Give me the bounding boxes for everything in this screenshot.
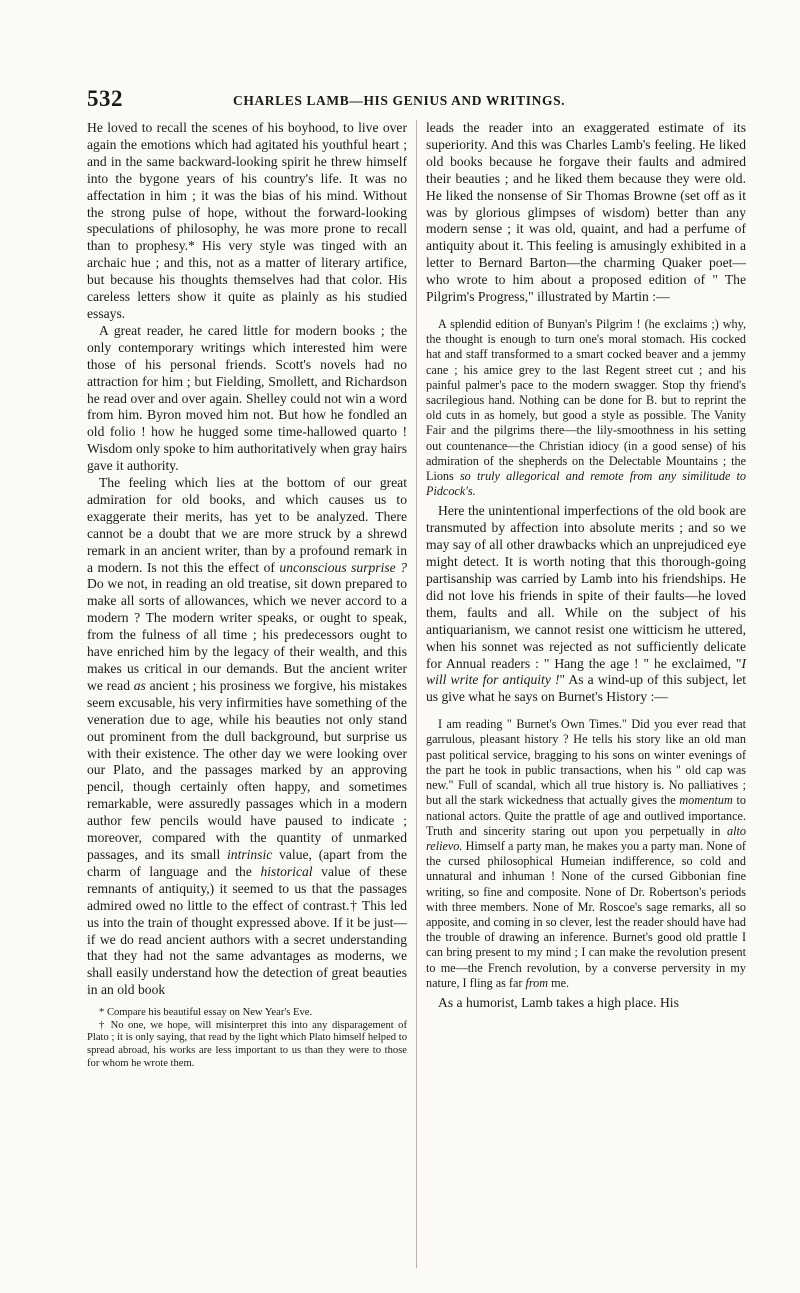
- italic-run: from: [525, 975, 549, 990]
- italic-run: as: [133, 677, 146, 693]
- text-run: value of these remnants of antiquity,) it seemed to us that the passages admired owed no little to the effect of contrast.† This led us into the train of thought expressed above. If it be just—if we do read ancient authors with a secret understanding that they had not the same advantages as moderns, we shall easily understand how the detection of great beauties in an old book: [87, 863, 407, 998]
- text-run: I am reading " Burnet's Own Times." Did you ever read that garrulous, pleasant history ? He tells his story like an old man past political service, bragging to his sons on winter evenings of the part he took in public transactions, when his " old cap was new." Full of scandal, which all true history is. No palliatives ; but all the stark wickedness that actually gives the: [426, 717, 746, 808]
- paragraph-exaggerated-estimate: leads the reader into an exaggerated estimate of its superiority. And this was Charles Lamb's feeling. He liked old books because he forgave their faults and admired their beauties ; and he liked them because they were old. He liked the nonsense of Sir Thomas Browne (set off as it was by glorious glimpses of wisdom) better than any modern sense ; it was old, quaint, and had a perfume of antiquity about it. This feeling is amusingly exhibited in a letter to Bernard Barton—the charming Quaker poet—who wrote to him about a proposed edition of " The Pilgrim's Progress," illustrated by Martin :—: [426, 120, 746, 305]
- text-run: Himself a party man, he makes you a party man. None of the cursed philosophical Humeian indifference, so cold and unnatural and inhuman ! None of the cursed Gibbonian fine writing, so fine and composite. None of Dr. Robertson's periods with three members. None of Mr. Roscoe's sage remarks, all so apposite, and coming in so clever, lest the reader should have had the trouble of drawing an inference. Burnet's good old prattle I can bring present to my mind ; I can make the revolution present to me—the French revolution, by a converse perversity in my nature, I fling as far: [426, 838, 746, 990]
- italic-run: so truly allegorical and remote from any similitude to Pidcock's.: [426, 469, 746, 499]
- right-column: [426, 120, 746, 1012]
- paragraph-old-books: [87, 475, 407, 999]
- text-run: to national actors. Quite the prattle of age and outlived importance. Truth and sincerity staring out upon you perpetually in: [426, 793, 746, 838]
- italic-run: unconscious surprise ?: [279, 559, 407, 575]
- italic-run: historical: [260, 863, 313, 879]
- text-run: ancient ; his prosiness we forgive, his mistakes seem excusable, his very infirmities have something of the veneration due to age, while his beauties not only stand out prominent from the dull background, but surprise us with their existence. The other day we were looking over our Plato, and the passages marked by an approving pencil, though certainly often happy, and sometimes remarkable, were assuredly passages which in a modern author few pencils would have paused to indicate ; moreover, compared with the quantity of unmarked passages, and its small: [87, 677, 407, 862]
- quote-bunyan-letter: [426, 317, 746, 499]
- quote-burnet-history: [426, 717, 746, 991]
- footnote-new-years-eve: * Compare his beautiful essay on New Year's Eve.: [99, 1007, 313, 1019]
- running-head: CHARLES LAMB—HIS GENIUS AND WRITINGS.: [233, 93, 566, 108]
- column-divider: [416, 120, 417, 1268]
- text-run: The feeling which lies at the bottom of our great admiration for old books, and which causes us to exaggerate their merits, has yet to be analyzed. There cannot be a doubt that we are more struck by a shrewd remark in an ancient writer, than by a profound remark in a modern. Is not this the effect of: [87, 475, 407, 575]
- italic-run: momentum: [679, 793, 733, 808]
- italic-run: alto relievo.: [426, 823, 746, 853]
- footnote-plato: † No one, we hope, will misinterpret this into any disparagement of Plato ; it is only saying, that read by the light which Plato himself helped to spread abroad, his works are less important to us than they were to those for whom he wrote them.: [87, 1019, 407, 1069]
- text-run: Do we not, in reading an old treatise, sit down prepared to make all sorts of allowances, which we never accord to a modern ? The modern writer speaks, or ought to speak, from the fulness of all time ; his predecessors ought to have enriched him by the legacy of their wealth, and this makes us critical in our demands. But the ancient writer we read: [87, 576, 407, 693]
- paragraph-boyhood: He loved to recall the scenes of his boyhood, to live over again the emotions which had agitated his youthful heart ; and in the same backward-looking spirit he threw himself into the bygone years of his country's life. It was no affectation in him ; it was the bias of his mind. Without the strong pulse of hope, without the forward-looking speculations of philosophy, he was more prone to recall than to prophesy.* His very style was tinged with an archaic hue ; and this, not as a matter of literary artifice, but because his thoughts themselves had that color. His careless letters show it quite as plainly as his studied essays.: [87, 120, 407, 321]
- text-run: Here the unintentional imperfections of the old book are transmuted by affection into absolute merits ; and so we may say of all other drawbacks which an unprejudiced eye might detect. It is worth noting that this thorough-going partisanship was carried by Lamb into his friendships. He did not love his friends in spite of their faults—he loved them, faults and all. While on the subject of his antiquarianism, we cannot resist one witticism he uttered, when his sonnet was rejected as not sufficiently delicate for Annual readers : " Hang the age ! " he exclaimed, ": [426, 503, 746, 671]
- italic-run: intrinsic: [227, 846, 273, 862]
- paragraph-imperfections: [426, 503, 746, 706]
- paragraph-great-reader: A great reader, he cared little for modern books ; the only contemporary writings which interested him were those of his personal friends. Scott's novels had no attraction for him ; but Fielding, Smollett, and Richardson he read over and over again. Shelley could not win a word from him. Byron moved him not. But how he fondled an old folio ! how he hugged some time-hallowed quarto ! Wisdom only spoke to him authoritatively when gray hairs gave it authority.: [87, 322, 407, 474]
- text-run: A splendid edition of Bunyan's Pilgrim ! (he exclaims ;) why, the thought is enough to turn one's moral stomach. His cocked hat and staff transformed to a smart cocked beaver and a jemmy cane ; his amice grey to the last Regent street cut ; and his painful palmer's pace to the modern swagger. Stop thy friend's sacrilegious hand. Nothing can be done for B. but to reprint the old cuts in as homely, but good a style as possible. The Vanity Fair and the pilgrims there—the lily-smoothness in his setting out countenance—the Christian idiocy (in a good sense) of his admiration of the shepherds on the Delectable Mountains ; the Lions: [426, 316, 746, 483]
- page-header: [87, 86, 753, 116]
- paragraph-humorist: As a humorist, Lamb takes a high place. His: [438, 994, 679, 1010]
- italic-run: I will write for antiquity !: [426, 655, 746, 688]
- text-run: " As a wind-up of this subject, let us give what he says on Burnet's History :—: [426, 672, 746, 705]
- left-column: [87, 120, 407, 1070]
- text-run: value, (apart from the charm of language and the: [87, 846, 407, 879]
- text-run: me.: [548, 975, 570, 990]
- page-number: 532: [87, 86, 123, 111]
